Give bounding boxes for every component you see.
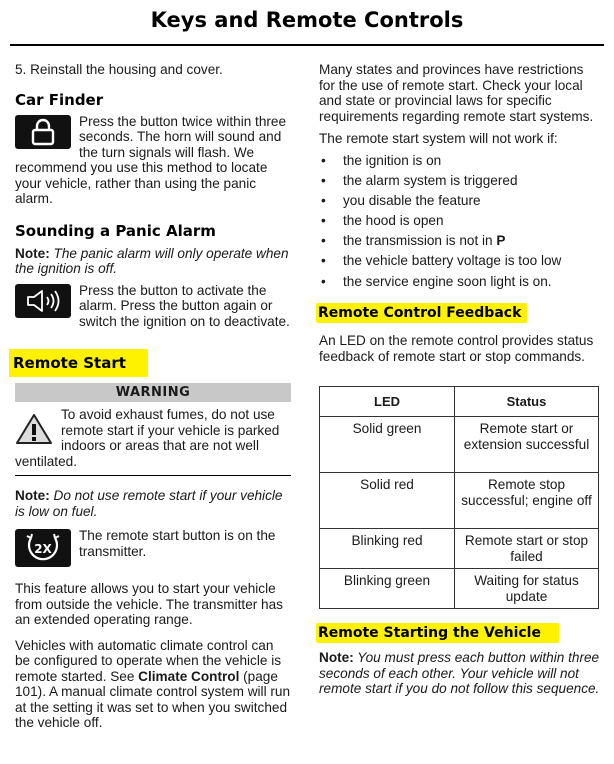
para2-text-a: Vehicles with automatic climate control can be configured to operate when the vehicle is remote started. See [15,637,282,684]
not-work-intro: The remote start system will not work if: [319,131,558,146]
remote-starting-note [319,650,601,697]
panic-note-text: The panic alarm will only operate when the ignition is off. [15,245,289,276]
warning-divider [15,475,291,476]
car-finder-block [15,114,291,207]
status-cell: Remote stop successful; engine off [455,473,599,529]
right-column [319,62,601,705]
remote-starting-note-text: You must press each button within three seconds of each other. Your vehicle will not remote start if you do not follow this sequence. [319,650,600,697]
climate-control-link[interactable]: Climate Control [138,668,240,684]
car-finder-text: Press the button twice within three seconds. The horn will sound and the turn signals will flash. We recommend you use this method to locate your vehicle, rather than using the panic alarm. [15,113,287,206]
lock-icon [15,115,71,149]
title-divider [10,44,604,46]
led-cell: Solid red [320,473,455,529]
left-column [15,62,291,739]
note-label: Note: [15,488,50,503]
led-status-table [319,386,599,609]
remote-control-feedback-heading: Remote Control Feedback [316,303,527,323]
status-cell: Waiting for status update [455,569,599,609]
led-cell: Solid green [320,417,455,473]
list-item: • the vehicle battery voltage is too low [319,253,601,269]
svg-text:2X: 2X [34,542,52,556]
remote-start-2x-icon [15,529,71,567]
warning-triangle-icon [15,413,53,445]
remote-start-heading: Remote Start [9,349,148,377]
col-status: Status [455,387,599,417]
list-item [319,233,601,249]
table-row [320,417,599,473]
list-item: • the alarm system is triggered [319,173,601,189]
feedback-text: An LED on the remote control provides status feedback of remote start or stop commands. [319,333,594,364]
not-work-list [319,153,601,290]
warning-block [15,402,291,475]
table-header-row [320,387,599,417]
horn-speaker-icon [15,284,71,318]
warning-text: To avoid exhaust fumes, do not use remote start if your vehicle is parked indoors or areas that are not well ventilated. [15,407,280,469]
table-row [320,569,599,609]
panic-alarm-heading: Sounding a Panic Alarm [15,221,216,240]
led-cell: Blinking green [320,569,455,609]
page-title: Keys and Remote Controls [150,8,464,32]
panic-note [15,246,291,277]
status-cell: Remote start or extension successful [455,417,599,473]
list-item: • the hood is open [319,213,601,229]
panic-block [15,283,291,330]
remote-starting-heading: Remote Starting the Vehicle [316,623,559,643]
list-item-text: the transmission is not in [343,233,497,249]
note-label: Note: [319,650,354,666]
remote-start-para-1: This feature allows you to start your vehicle from outside the vehicle. The transmitter has an extended operating range. [15,581,283,627]
fuel-note-text: Do not use remote start if your vehicle is low on fuel. [15,488,283,519]
list-item: • the service engine soon light is on. [319,274,601,290]
transmission-p: P [496,233,506,249]
status-cell: Remote start or stop failed [455,529,599,569]
table-row [320,529,599,569]
car-finder-heading: Car Finder [15,90,104,109]
list-item: • you disable the feature [319,193,601,209]
remote-start-button-block [15,528,291,569]
col-led: LED [320,387,455,417]
list-item: • the ignition is on [319,153,601,169]
step-5-text: 5. Reinstall the housing and cover. [15,62,223,77]
remote-start-para-2 [15,638,291,731]
fuel-note [15,488,291,519]
led-cell: Blinking red [320,529,455,569]
restrictions-intro: Many states and provinces have restrictions for the use of remote start. Check your local and state or provincial laws for specific requirements regarding remote start systems. [319,62,594,124]
remote-start-button-text: The remote start button is on the transmitter. [79,528,276,559]
panic-text: Press the button to activate the alarm. Press the button again or switch the ignition on to deactivate. [79,282,290,329]
para2-text-c: (page 101). A manual climate control system will run at the setting it was set to when you switched the vehicle off. [15,668,291,730]
warning-banner: WARNING [15,383,291,402]
note-label: Note: [15,245,50,261]
table-row [320,473,599,529]
